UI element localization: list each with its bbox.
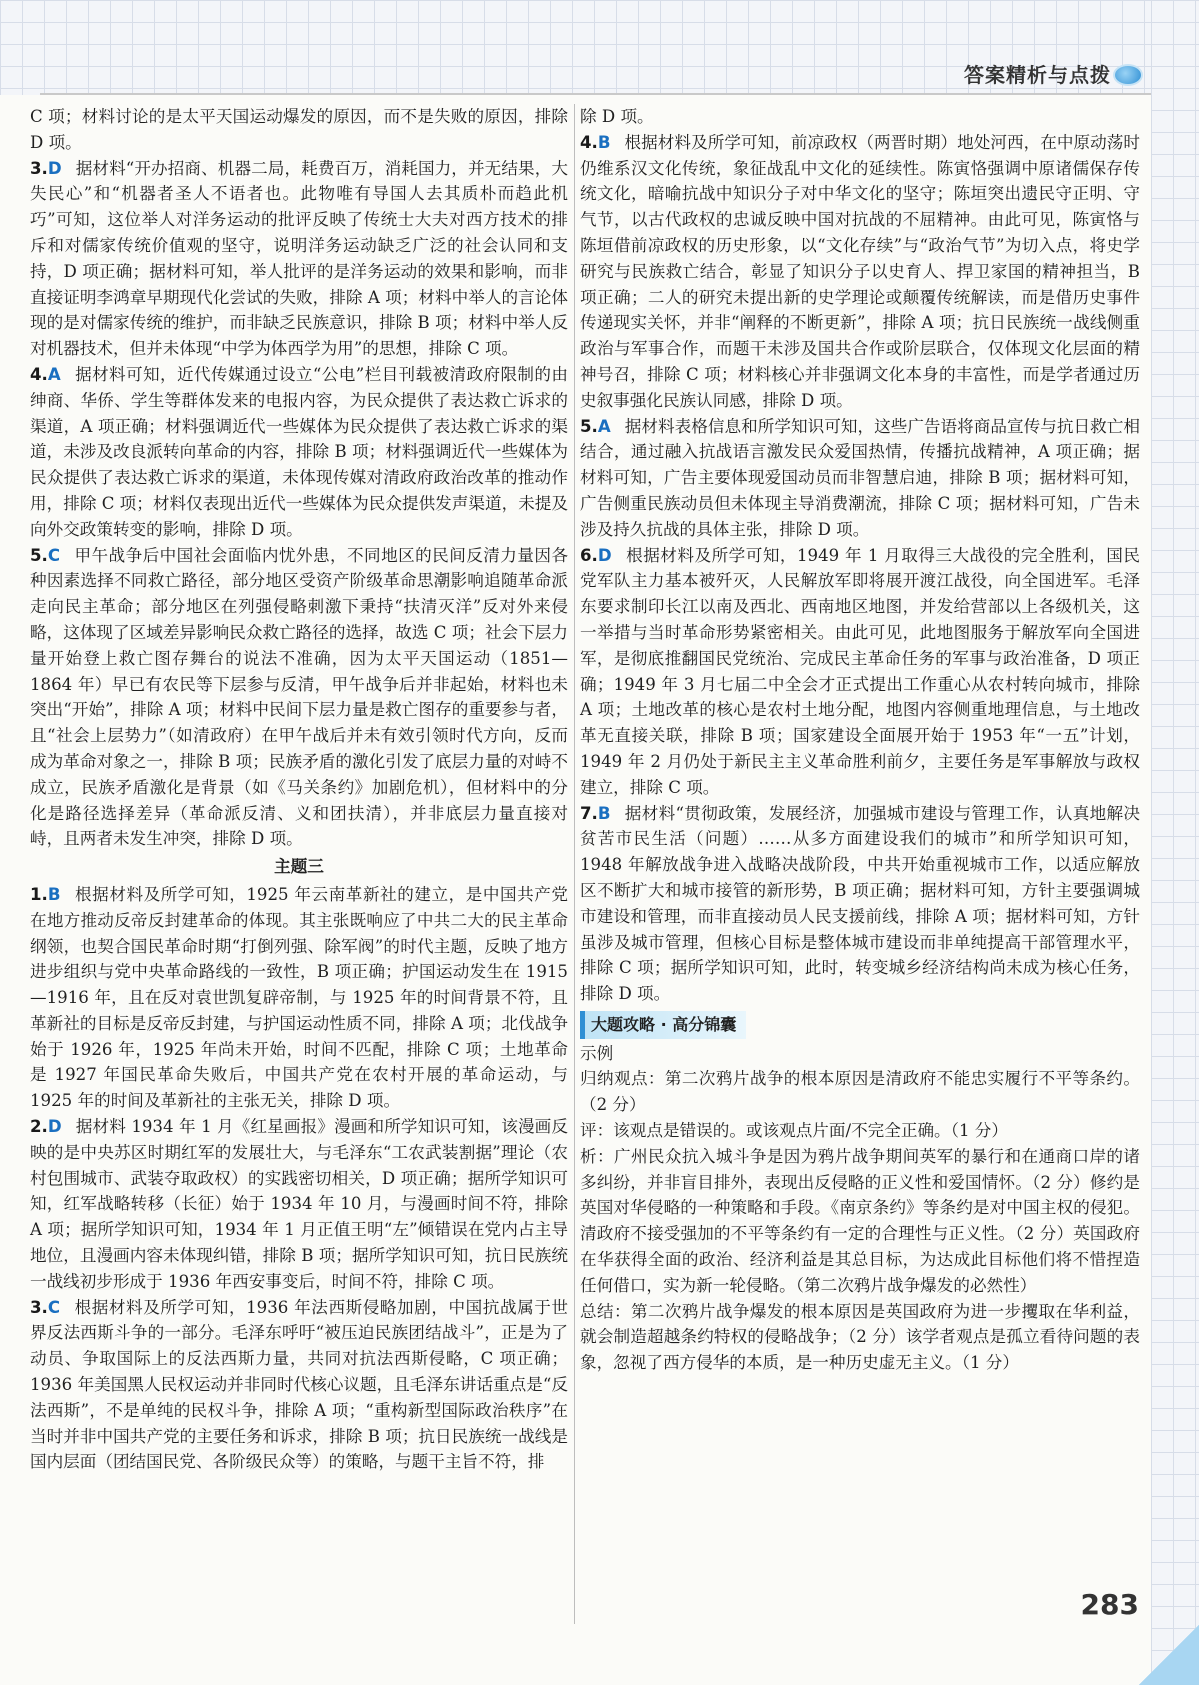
right-intro: 除 D 项。: [580, 107, 654, 126]
answer-choice: D: [47, 1117, 62, 1137]
answer-choice: B: [597, 132, 611, 152]
answer-choice: D: [597, 545, 612, 565]
answer-item: [30, 1295, 568, 1476]
answer-explanation: 据材料表格信息和所学知识可知，这些广告语将商品宣传与抗日救亡相结合，通过融入抗战语言激发民众爱国热情，传播抗战精神，A 项正确；据材料可知，广告主要体现爱国动员而非智慧启迪，排除 B 项；据材料可知，广告侧重民族动员但未体现主导消费潮流，排除 C 项；据材料可知，广告未涉及持久抗战的具体主张，排除 D 项。: [580, 416, 1140, 539]
answer-item: [30, 156, 568, 362]
right-column: [580, 104, 1140, 1376]
left-column: [30, 104, 568, 1475]
example-line: 析：广州民众抗入城斗争是因为鸦片战争期间英军的暴行和在通商口岸的诸多纠纷，并非盲目排外，表现出反侵略的正义性和爱国情怀。（2 分）修约是英国对华侵略的一种策略和手段。《南京条约》等条约是对中国主权的侵犯。清政府不接受强加的不平等条约有一定的合理性与正义性。（2 分）英国政府在华获得全面的政治、经济利益是其总目标，为达成此目标他们将不惜捏造任何借口，实为新一轮侵略。（第二次鸦片战争爆发的必然性）: [580, 1146, 1140, 1295]
example-label: 示例: [580, 1043, 614, 1063]
answer-item: [580, 801, 1140, 1007]
answer-explanation: 根据材料及所学可知，前凉政权（两晋时期）地处河西，在中原动荡时仍维系汉文化传统，象征战乱中文化的延续性。陈寅恪强调中原诸儒保存传统文化，暗喻抗战中知识分子对中华文化的坚守；陈垣突出遗民守正明、守气节，以古代政权的忠诚反映中国对抗战的不屈精神。由此可见，陈寅恪与陈垣借前凉政权的历史形象，以“文化存续”与“政治气节”为切入点，将史学研究与民族救亡结合，彰显了知识分子以史育人、捍卫家国的精神担当，B 项正确；二人的研究未提出新的史学理论或颠覆传统解读，而是借历史事件传递现实关怀，并非“阐释的不断更新”，排除 A 项；抗日民族统一战线侧重政治与军事合作，而题干未涉及国共合作或阶层联合，仅体现文化层面的精神号召，排除 C 项；材料核心并非强调文化本身的丰富性，而是学者通过历史叙事强化民族认同感，排除 D 项。: [580, 132, 1140, 410]
strategy-box-title: 大题攻略 · 高分锦囊: [580, 1011, 746, 1039]
answer-choice: C: [47, 545, 61, 565]
answer-choice: C: [47, 1297, 61, 1317]
answer-item: [30, 882, 568, 1114]
answer-number: 1.: [30, 884, 48, 904]
answer-number: 3.: [30, 158, 48, 178]
answer-choice: B: [597, 803, 611, 823]
answer-choice: A: [597, 416, 611, 436]
answer-number: 4.: [30, 364, 48, 384]
answer-choice: A: [47, 364, 61, 384]
answer-explanation: 根据材料及所学可知，1949 年 1 月取得三大战役的完全胜利，国民党军队主力基本被歼灭，人民解放军即将展开渡江战役，向全国进军。毛泽东要求制印长江以南及西北、西南地区地图，并发给营部以上各级机关，这一举措与当时革命形势紧密相关。由此可见，此地图服务于解放军向全国进军，是彻底推翻国民党统治、完成民主革命任务的军事与政治准备，D 项正确；1949 年 3 月七届二中全会才正式提出工作重心从农村转向城市，排除 A 项；土地改革的核心是农村土地分配，地图内容侧重地理信息，与土地改革无直接关联，排除 B 项；国家建设全面展开始于 1953 年“一五”计划，1949 年 2 月仍处于新民主主义革命胜利前夕，主要任务是军事解放与政权建立，排除 C 项。: [580, 545, 1140, 797]
answer-number: 5.: [580, 416, 598, 436]
example-line: 评：该观点是错误的。或该观点片面/不完全正确。（1 分）: [580, 1121, 1008, 1141]
answer-number: 3.: [30, 1297, 48, 1317]
example-lines: [580, 1066, 1140, 1376]
answer-choice: D: [47, 158, 62, 178]
answer-item: [30, 1114, 568, 1295]
answer-item: [580, 543, 1140, 801]
side-grid-background: [1151, 0, 1199, 1685]
left-intro: C 项；材料讨论的是太平天国运动爆发的原因，而不是失败的原因，排除 D 项。: [30, 107, 568, 152]
answer-item: [30, 362, 568, 543]
right-answer-list: [580, 130, 1140, 1007]
answer-number: 7.: [580, 803, 598, 823]
left-answer-list-1: [30, 156, 568, 853]
answer-explanation: 据材料 1934 年 1 月《红星画报》漫画和所学知识可知，该漫画反映的是中央苏区时期红军的发展壮大，与毛泽东“工农武装割据”理论（农村包围城市、武装夺取政权）的实践密切相关，D 项正确；据所学知识可知，红军战略转移（长征）始于 1934 年 10 月，与漫画时间不符，排除 A 项；据所学知识可知，1934 年 1 月正值王明“左”倾错误在党内占主导地位，且漫画内容未体现纠错，排除 B 项；据所学知识可知，抗日民族统一战线初步形成于 1936 年西安事变后，时间不符，排除 C 项。: [30, 1117, 568, 1291]
column-divider: [574, 104, 575, 1624]
header-title: 答案精析与点拨: [964, 62, 1111, 87]
answer-item: [580, 130, 1140, 414]
answer-explanation: 根据材料及所学可知，1936 年法西斯侵略加剧，中国抗战属于世界反法西斯斗争的一部分。毛泽东呼吁“被压迫民族团结战斗”，正是为了动员、争取国际上的反法西斯力量，共同对抗法西斯侵略，C 项正确；1936 年美国黑人民权运动并非同时代核心议题，且毛泽东讲话重点是“反法西斯”，不是单纯的民权斗争，排除 A 项；“重构新型国际政治秩序”在当时并非中国共产党的主要任务和诉求，排除 B 项；抗日民族统一战线是国内层面（团结国民党、各阶级民众等）的策略，与题干主旨不符，排: [30, 1297, 568, 1472]
answer-number: 6.: [580, 545, 598, 565]
answer-number: 5.: [30, 545, 48, 565]
answer-explanation: 据材料“开办招商、机器二局，耗费百万，消耗国力，并无结果，大失民心”和“机器者圣人不语者也。此物唯有导国人去其质朴而趋此机巧”可知，这位举人对洋务运动的批评反映了传统士大夫对西方技术的排斥和对儒家传统价值观的坚守，说明洋务运动缺乏广泛的社会认同和支持，D 项正确；据材料可知，举人批评的是洋务运动的效果和影响，而非直接证明李鸿章早期现代化尝试的失败，排除 A 项；材料中举人的言论体现的是对儒家传统的维护，而非缺乏民族意识，排除 B 项；材料中举人反对机器技术，但并未体现“中学为体西学为用”的思想，排除 C 项。: [30, 158, 568, 359]
answer-choice: B: [47, 884, 61, 904]
answer-explanation: 据材料可知，近代传媒通过设立“公电”栏目刊载被清政府限制的由绅商、华侨、学生等群体发来的电报内容，为民众提供了表达救亡诉求的渠道，A 项正确；材料强调近代一些媒体为民众提供了表达救亡诉求的渠道，未涉及改良派转向革命的内容，排除 B 项；材料强调近代一些媒体为民众提供了表达救亡诉求的渠道，未体现传媒对清政府政治改革的推动作用，排除 C 项；材料仅表现出近代一些媒体为民众提供发声渠道，未提及向外交政策转变的影响，排除 D 项。: [30, 364, 568, 539]
header-divider: [40, 93, 1151, 95]
answer-number: 4.: [580, 132, 598, 152]
section-title: 主题三: [274, 857, 324, 877]
answer-explanation: 甲午战争后中国社会面临内忧外患，不同地区的民间反清力量因各种因素选择不同救亡路径，部分地区受资产阶级革命思潮影响追随革命派走向民主革命；部分地区在列强侵略刺激下秉持“扶清灭洋”反对外来侵略，这体现了区域差异影响民众救亡路径的选择，故选 C 项；社会下层力量开始登上救亡图存舞台的说法不准确，因为太平天国运动（1851—1864 年）早已有农民等下层参与反清，甲午战争后并非起始，材料也未突出“开始”，排除 A 项；材料中民间下层力量是救亡图存的重要参与者，且“社会上层势力”（如清政府）在甲午战后并未有效引领时代方向，反而成为革命对象之一，排除 B 项；民族矛盾的激化引发了底层力量的对峙不成立，民族矛盾激化是背景（如《马关条约》加剧危机），但材料中的分化是路径选择差异（革命派反清、义和团扶清），并非底层力量直接对峙，且两者未发生冲突，排除 D 项。: [30, 545, 568, 849]
book-logo-icon: [1113, 64, 1143, 86]
answer-explanation: 根据材料及所学可知，1925 年云南革新社的建立，是中国共产党在地方推动反帝反封建革命的体现。其主张既响应了中共二大的民主革命纲领，也契合国民革命时期“打倒列强、除军阀”的时代主题，反映了地方进步组织与党中央革命路线的一致性，B 项正确；护国运动发生在 1915—1916 年，且在反对袁世凯复辟帝制，与 1925 年的时间背景不符，且革新社的目标是反帝反封建，与护国运动性质不同，排除 A 项；北伐战争始于 1926 年，1925 年尚未开始，时间不匹配，排除 C 项；土地革命是 1927 年国民革命失败后，中国共产党在农村开展的革命运动，与 1925 年的时间及革新社的主张无关，排除 D 项。: [30, 884, 568, 1111]
answer-explanation: 据材料“贯彻政策，发展经济，加强城市建设与管理工作，认真地解决贫苦市民生活（问题）……从多方面建设我们的城市”和所学知识可知，1948 年解放战争进入战略决战阶段，中共开始重视城市工作，以适应解放区不断扩大和城市接管的新形势，B 项正确；据材料可知，方针主要强调城市建设和管理，而非直接动员人民支援前线，排除 A 项；据材料可知，方针虽涉及城市管理，但核心目标是整体城市建设而非单纯提高干部管理水平，排除 C 项；据所学知识可知，此时，转变城乡经济结构尚未成为核心任务，排除 D 项。: [580, 803, 1140, 1004]
page-number: 283: [1080, 1588, 1139, 1621]
answer-number: 2.: [30, 1117, 48, 1137]
header-banner: [851, 55, 1151, 91]
example-line: 总结：第二次鸦片战争爆发的根本原因是英国政府为进一步攫取在华利益，就会制造超越条约特权的侵略战争；（2 分）该学者观点是孤立看待问题的表象，忽视了西方侵华的本质，是一种历史虚无主义。（1 分）: [580, 1301, 1140, 1373]
answer-item: [30, 543, 568, 853]
example-line: 归纳观点：第二次鸦片战争的根本原因是清政府不能忠实履行不平等条约。（2 分）: [580, 1069, 1140, 1115]
corner-decoration: [1139, 1625, 1199, 1685]
answer-item: [580, 414, 1140, 543]
left-answer-list-2: [30, 882, 568, 1475]
